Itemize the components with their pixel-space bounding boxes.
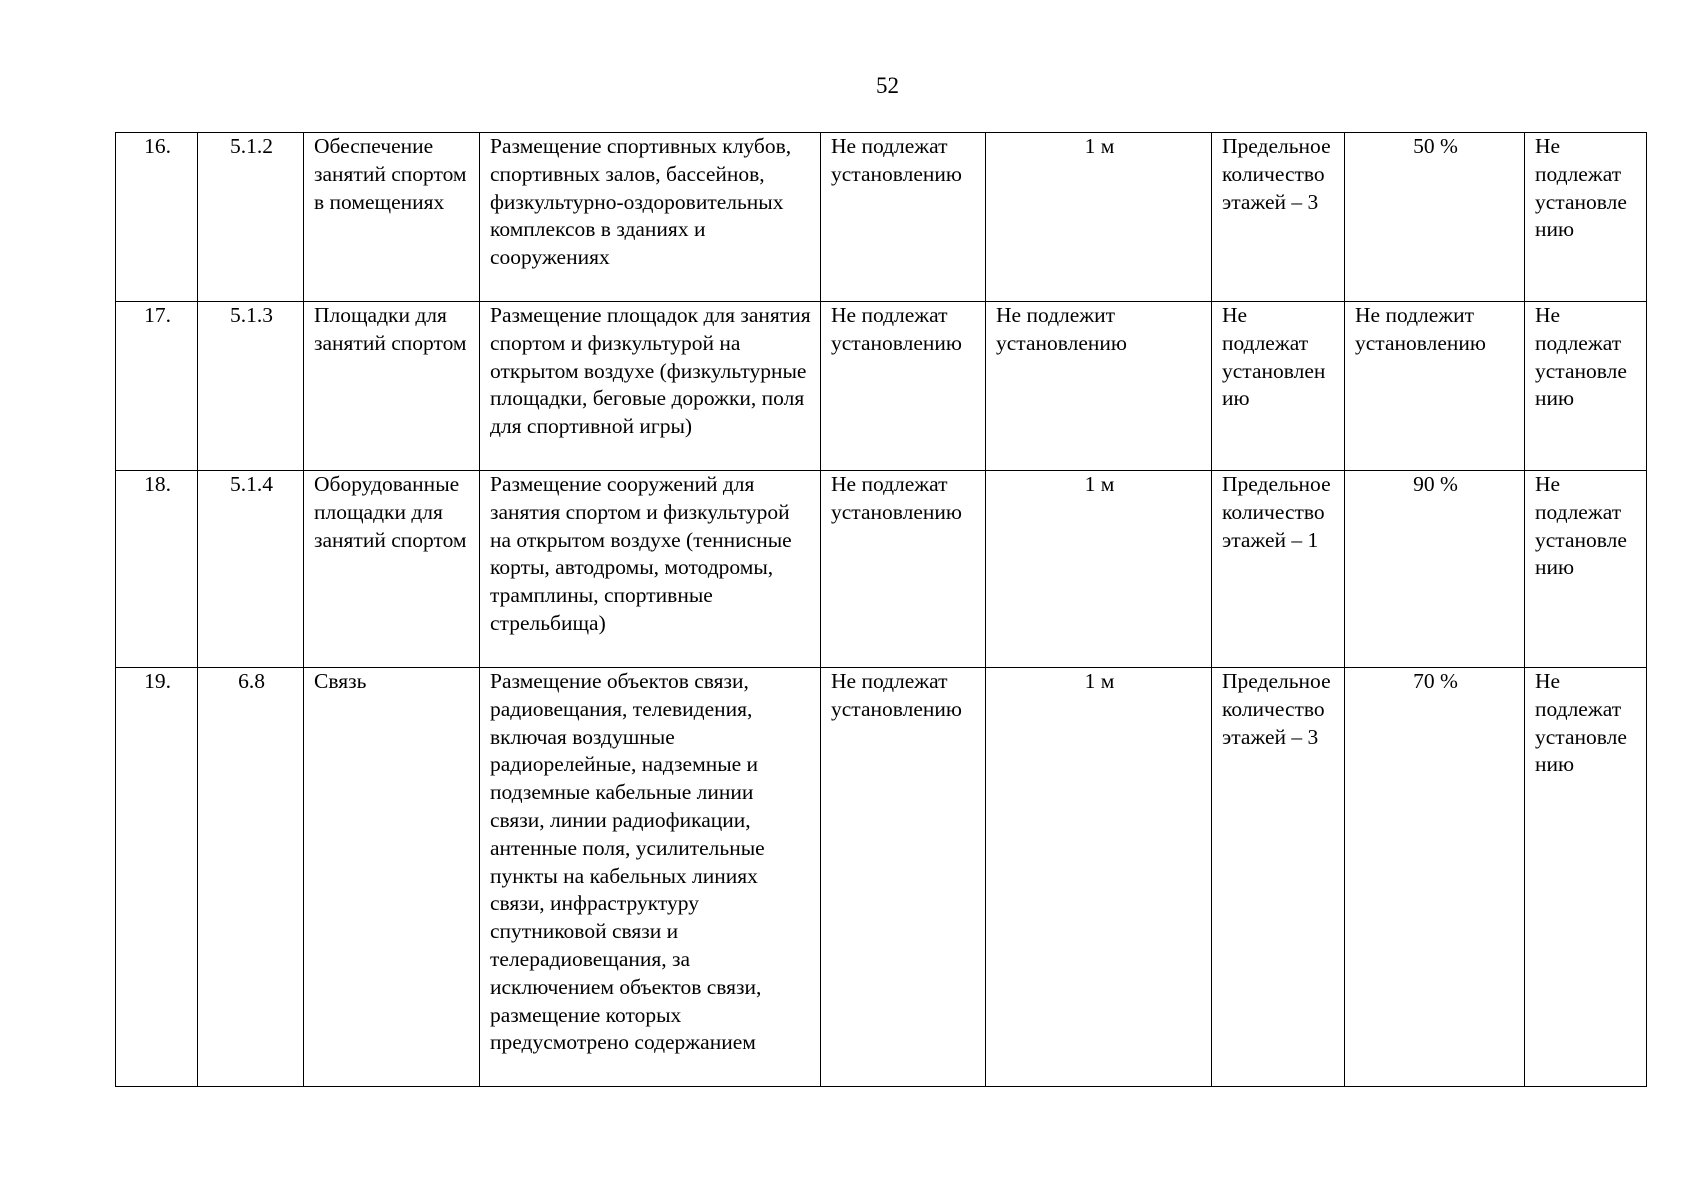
parameter-cell: 50 % (1345, 133, 1525, 302)
parameter-cell: 1 м (986, 471, 1212, 668)
parameter-cell: Не подлежат установлению (821, 668, 986, 1087)
parameter-cell: Не подлежат установлению (1525, 471, 1647, 668)
row-number: 16. (116, 133, 198, 302)
use-name: Связь (304, 668, 480, 1087)
parameter-cell: Не подлежат установлению (1212, 302, 1345, 471)
parameter-cell: Не подлежат установлению (821, 471, 986, 668)
use-description: Размещение сооружений для занятия спортом и физкультурой на открытом воздухе (теннисные корты, автодромы, мотодромы, трамплины, спортивные стрельбища) (480, 471, 821, 668)
parameter-cell: Не подлежит установлению (1345, 302, 1525, 471)
parameter-cell: Не подлежат установлению (1525, 133, 1647, 302)
parameter-cell: Не подлежат установлению (821, 302, 986, 471)
use-code: 6.8 (198, 668, 304, 1087)
parameter-cell: Не подлежит установлению (986, 302, 1212, 471)
row-number: 18. (116, 471, 198, 668)
use-code: 5.1.4 (198, 471, 304, 668)
parameter-cell: Предельное количество этажей – 3 (1212, 133, 1345, 302)
use-description: Размещение спортивных клубов, спортивных залов, бассейнов, физкультурно-оздоровительных комплексов в зданиях и сооружениях (480, 133, 821, 302)
use-name: Площадки для занятий спортом (304, 302, 480, 471)
table-row (116, 471, 1647, 668)
page-number: 52 (876, 73, 899, 98)
table-row (116, 302, 1647, 471)
parameter-cell: Не подлежат установлению (821, 133, 986, 302)
parameter-cell: 70 % (1345, 668, 1525, 1087)
use-code: 5.1.2 (198, 133, 304, 302)
parameter-cell: Предельное количество этажей – 3 (1212, 668, 1345, 1087)
use-name: Оборудованные площадки для занятий спортом (304, 471, 480, 668)
parameter-cell: 1 м (986, 668, 1212, 1087)
row-number: 19. (116, 668, 198, 1087)
parameter-cell: 90 % (1345, 471, 1525, 668)
parameter-cell: Не подлежат установлению (1525, 302, 1647, 471)
table-row (116, 668, 1647, 1087)
parameter-cell: Не подлежат установлению (1525, 668, 1647, 1087)
use-description: Размещение объектов связи, радиовещания, телевидения, включая воздушные радиорелейные, надземные и подземные кабельные линии связи, линии радиофикации, антенные поля, усилительные пункты на кабельных линиях связи, инфраструктуру спутниковой связи и телерадиовещания, за исключением объектов связи, размещение которых предусмотрено содержанием (480, 668, 821, 1087)
use-name: Обеспечение занятий спортом в помещениях (304, 133, 480, 302)
use-code: 5.1.3 (198, 302, 304, 471)
zoning-regulations-table (115, 132, 1647, 1087)
parameter-cell: 1 м (986, 133, 1212, 302)
table-row (116, 133, 1647, 302)
parameter-cell: Предельное количество этажей – 1 (1212, 471, 1345, 668)
row-number: 17. (116, 302, 198, 471)
use-description: Размещение площадок для занятия спортом и физкультурой на открытом воздухе (физкультурные площадки, беговые дорожки, поля для спортивной игры) (480, 302, 821, 471)
